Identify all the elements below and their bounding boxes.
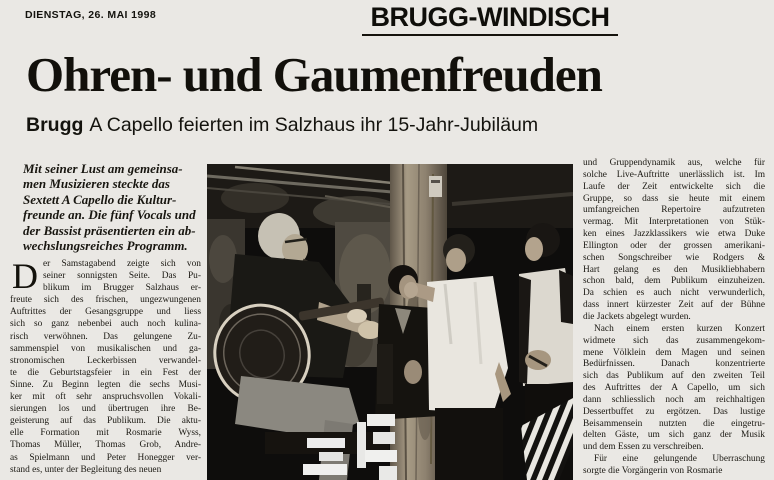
drop-cap: D (12, 256, 38, 296)
text-line: Auftrittes der Gesangsgruppe und liess (10, 307, 201, 318)
article-lead (23, 161, 215, 253)
text-line: mene Völklein dem Magen und seinen (583, 347, 765, 358)
subhead-kicker: Brugg (26, 114, 84, 136)
left-column (10, 258, 201, 476)
text-line: Da schien es auch nicht verwunderlich, (583, 288, 765, 299)
section-header: BRUGG-WINDISCH (370, 2, 610, 32)
text-line: Nach einem ersten kurzen Konzert (594, 323, 765, 334)
text-line: Bedürfnissen. Danach konzentrierte (583, 359, 765, 370)
text-line: sich so ganz nebenbei auch noch kulina- (10, 319, 201, 330)
text-line: und dem Essen zu verschreiben. (583, 442, 704, 453)
text-line: Ellington oder der grossen amerikani- (583, 240, 765, 251)
text-line: Laufe der Zeit entwickelte sich die (583, 181, 765, 192)
paragraph-3 (583, 454, 765, 478)
text-line: elle Formation mit Rosmarie Wyss, (10, 428, 201, 439)
text-line: Beisammensein nutzten die eingetru- (583, 418, 765, 429)
text-line: sich das Publikum auf den zweiten Teil (583, 371, 765, 382)
right-column (583, 158, 765, 478)
text-line: Thomas Müller, Thomas Grob, Andre- (10, 440, 201, 451)
text-line: freunde an. Die fünf Vocals und (23, 207, 196, 223)
paragraph-1 (583, 158, 765, 324)
text-line: Sinne. Zu Beginn legten die sechs Musi- (10, 379, 201, 390)
text-line: vermag. Mit Interpretationen von Stük- (583, 217, 765, 228)
text-line: freute sich des frischen, ungezwungenen (10, 295, 201, 306)
text-line: die Jackets abgelegt wurden. (583, 311, 691, 322)
text-line: geisterung auf das Publikum. Die aktu- (10, 416, 201, 427)
text-line: umfangreichen Repertoire aufzutreten (583, 205, 765, 216)
article-headline: Ohren- und Gaumenfreuden (26, 47, 602, 102)
text-line: schon bald, dem Publikum einzuheizen. (583, 276, 765, 287)
text-line: sorgte die Vorgängerin von Rosmarie (583, 465, 723, 476)
text-line: der Bassist präsentierten ein ab- (23, 222, 196, 238)
text-line: ken eines Jazzklassikers wie etwa Duke (583, 229, 765, 240)
text-line: des Auftrittes der A Capello, um sich (583, 383, 765, 394)
text-line: Sextett A Capello die Kultur- (23, 191, 177, 207)
text-line: Dessertbuffet zu ergötzen. Das lustige (583, 406, 765, 417)
text-line: risch verwöhnen. Das gelungene Zu- (10, 331, 201, 342)
text-line: te die Geburtstagsfeier in ein Fest der (10, 367, 201, 378)
text-line: seiner sonnigsten Seite. Das Pu- (43, 271, 201, 282)
text-line: sammenspiel von musikalischen und ga- (10, 343, 201, 354)
text-line: er Samstagabend zeigte sich von (43, 259, 201, 269)
photo-illustration (207, 164, 573, 480)
subhead-text: A Capello feierten im Salzhaus ihr 15-Jahr-Jubiläum (89, 114, 539, 136)
text-line: widmete sich das zusammengekom- (583, 335, 765, 346)
text-line: stand es, unter der Begleitung des neuen (10, 464, 162, 475)
text-line: dann schliesslich noch am reichhaltigen (583, 394, 765, 405)
paragraph-2 (583, 324, 765, 454)
text-line: stronomischen Leckerbissen verwandel- (10, 355, 201, 366)
text-line: solche Live-Auftritte unerlässlich ist. Im (583, 169, 765, 180)
text-line: Mit seiner Lust am gemeinsa- (23, 161, 183, 176)
article-subhead (26, 114, 538, 137)
section-underline (362, 34, 618, 36)
text-line: Für eine gelungende Überraschung (594, 454, 765, 465)
issue-date: DIENSTAG, 26. MAI 1998 (25, 9, 157, 21)
text-line: sierungen los und übertrugen ihre Be- (10, 404, 201, 415)
text-line: blikum im Brugger Salzhaus er- (43, 283, 201, 294)
text-line: as Spielmann und Peter Honegger ver- (10, 452, 201, 463)
text-line: Gruppe, so dass sie heute mit einem (583, 193, 765, 204)
text-line: dass innert kürzester Zeit auf der Bühne (583, 300, 765, 311)
text-line: Hart gelang es den Musikliebhabern (583, 264, 765, 275)
text-line: delten Gäste, um sich ganz der Musik (583, 430, 765, 441)
text-line: men Musizieren steckte das (23, 176, 170, 192)
text-line: ker mit oft sehr anspruchsvollen Vokali- (10, 392, 201, 403)
text-line: und Gruppendynamik aus, welche für (583, 158, 765, 168)
text-line: schen Songschreiber wie Rodgers & (583, 252, 765, 263)
text-line: wechslungsreiches Programm. (23, 238, 188, 254)
article-photo (207, 164, 573, 480)
